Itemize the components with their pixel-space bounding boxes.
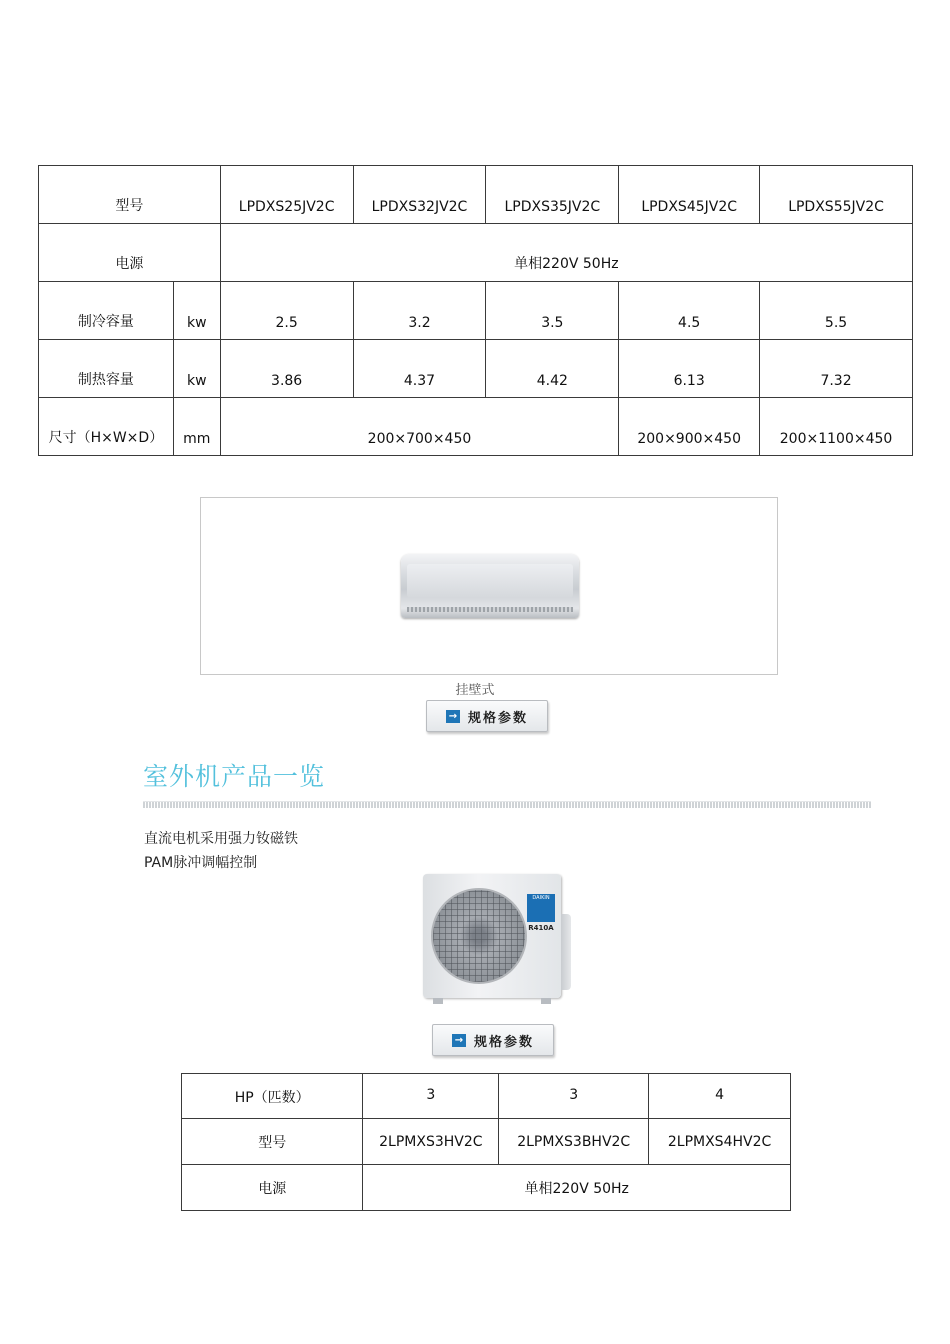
model-cell: 2LPMXS3HV2C: [363, 1119, 499, 1165]
arrow-right-icon: →: [446, 710, 460, 723]
indoor-unit-caption: 挂壁式: [455, 683, 495, 698]
value-cell: 4.37: [353, 340, 486, 398]
hp-label: HP（匹数）: [182, 1074, 363, 1119]
indoor-unit-photo: [200, 497, 778, 675]
unit-side-panel: [561, 914, 571, 990]
value-cell: 3: [363, 1074, 499, 1119]
feature-line: PAM脉冲调幅控制: [144, 855, 258, 871]
cooling-label: 制冷容量: [39, 282, 174, 340]
unit-front-panel: [407, 564, 573, 598]
value-cell: 5.5: [760, 282, 913, 340]
outdoor-spec-button[interactable]: [432, 1024, 554, 1056]
table-row: [39, 398, 913, 456]
value-cell: 200×900×450: [619, 398, 760, 456]
model-cell: 2LPMXS3BHV2C: [499, 1119, 649, 1165]
value-cell: 3.86: [220, 340, 353, 398]
indoor-spec-table: [38, 165, 913, 456]
value-cell: 3.2: [353, 282, 486, 340]
fan-grille: [431, 888, 527, 984]
value-cell: 200×700×450: [220, 398, 619, 456]
value-cell: 4.5: [619, 282, 760, 340]
refrigerant-label: R410A: [528, 924, 554, 932]
model-cell: 2LPMXS4HV2C: [649, 1119, 791, 1165]
outdoor-unit-image: [423, 874, 561, 998]
model-label: 型号: [182, 1119, 363, 1165]
heating-label: 制热容量: [39, 340, 174, 398]
outdoor-spec-table: [181, 1073, 791, 1211]
dimensions-label: 尺寸（H×W×D）: [39, 398, 174, 456]
power-value: 单相220V 50Hz: [363, 1165, 791, 1211]
table-row: [182, 1165, 791, 1211]
arrow-right-icon: →: [452, 1034, 466, 1047]
model-cell: LPDXS32JV2C: [353, 166, 486, 224]
value-cell: 3.5: [486, 282, 619, 340]
table-row: [182, 1119, 791, 1165]
table-row: [39, 166, 913, 224]
value-cell: 6.13: [619, 340, 760, 398]
power-label: 电源: [39, 224, 221, 282]
model-cell: LPDXS45JV2C: [619, 166, 760, 224]
model-cell: LPDXS55JV2C: [760, 166, 913, 224]
table-row: [182, 1074, 791, 1119]
unit-cell: kw: [173, 282, 220, 340]
power-label: 电源: [182, 1165, 363, 1211]
unit-vent: [407, 607, 573, 612]
unit-cell: mm: [173, 398, 220, 456]
table-row: [39, 282, 913, 340]
model-label: 型号: [39, 166, 221, 224]
feature-line: 直流电机采用强力钕磁铁: [144, 831, 298, 847]
model-cell: LPDXS25JV2C: [220, 166, 353, 224]
spec-button-label: 规格参数: [467, 710, 528, 726]
value-cell: 2.5: [220, 282, 353, 340]
unit-feet: [433, 998, 551, 1004]
power-value: 单相220V 50Hz: [220, 224, 912, 282]
value-cell: 4: [649, 1074, 791, 1119]
value-cell: 200×1100×450: [760, 398, 913, 456]
value-cell: 4.42: [486, 340, 619, 398]
value-cell: 7.32: [760, 340, 913, 398]
value-cell: 3: [499, 1074, 649, 1119]
unit-cell: kw: [173, 340, 220, 398]
outdoor-section-title: 室外机产品一览: [143, 762, 326, 791]
spec-button-label: 规格参数: [473, 1034, 534, 1050]
model-cell: LPDXS35JV2C: [486, 166, 619, 224]
table-row: [39, 340, 913, 398]
section-divider: [143, 801, 871, 808]
wall-mounted-unit-image: [401, 554, 579, 618]
brand-logo: DAIKIN: [527, 894, 555, 922]
indoor-spec-button[interactable]: [426, 700, 548, 732]
table-row: [39, 224, 913, 282]
